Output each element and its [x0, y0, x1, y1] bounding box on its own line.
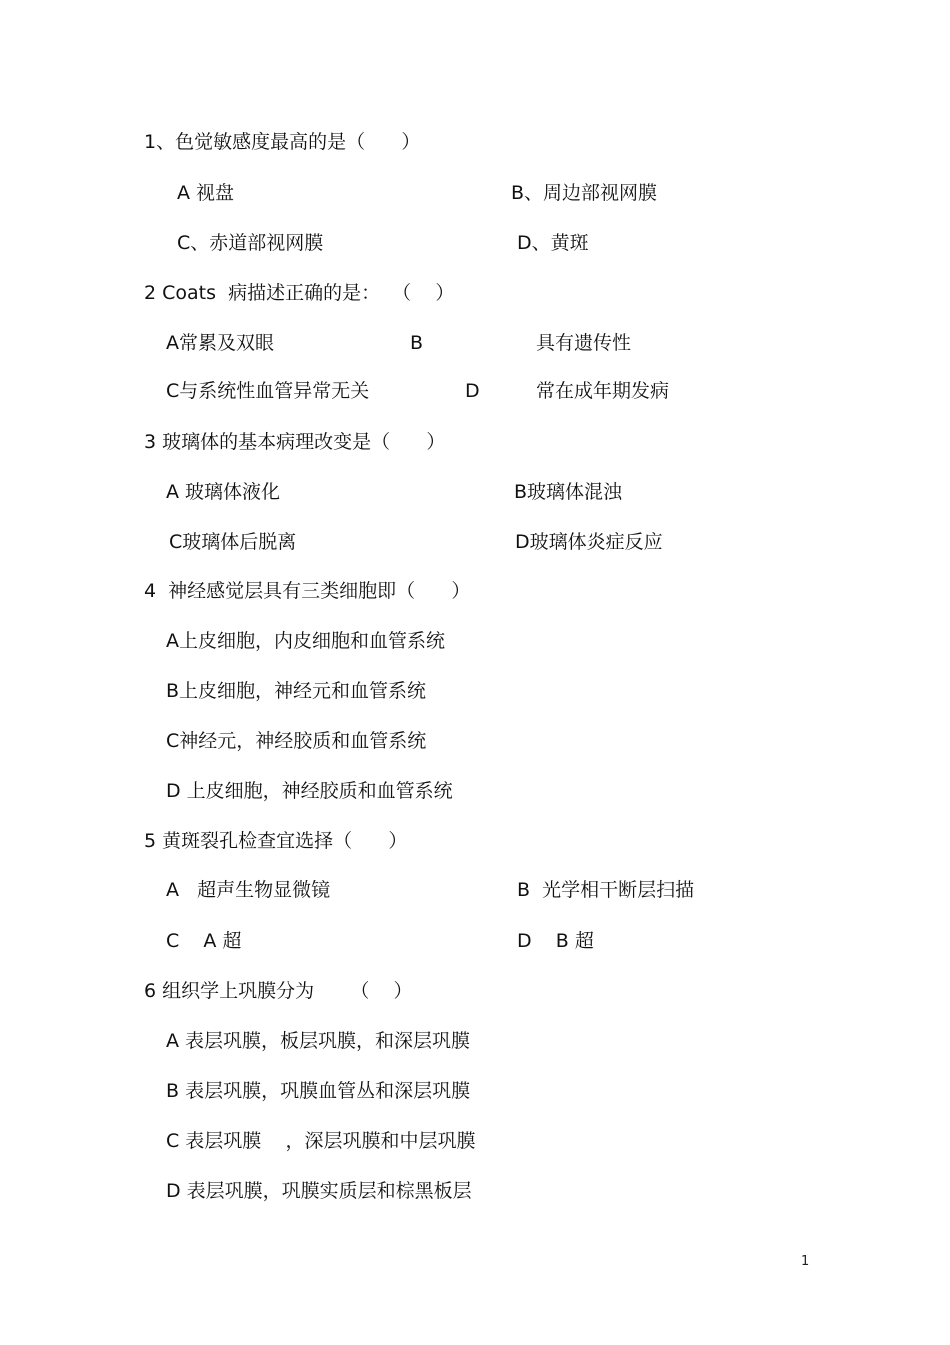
question-3-stem: 3 玻璃体的基本病理改变是（ ） [144, 431, 446, 453]
question-4-option-a: A上皮细胞，内皮细胞和血管系统 [166, 630, 445, 652]
question-4-stem: 4 神经感觉层具有三类细胞即（ ） [144, 580, 471, 602]
question-6-option-b: B 表层巩膜，巩膜血管丛和深层巩膜 [166, 1080, 471, 1102]
question-4-option-b: B上皮细胞，神经元和血管系统 [166, 680, 427, 702]
question-4-option-d: D 上皮细胞，神经胶质和血管系统 [166, 780, 453, 802]
question-2-option-d-text: 常在成年期发病 [536, 380, 670, 402]
question-5-option-b: B 光学相干断层扫描 [517, 879, 695, 901]
question-6-option-c: C 表层巩膜 ，深层巩膜和中层巩膜 [166, 1130, 476, 1152]
question-3-option-d: D玻璃体炎症反应 [515, 531, 663, 553]
question-3-option-b: B玻璃体混浊 [514, 481, 623, 503]
question-3-option-c: C玻璃体后脱离 [169, 531, 297, 553]
question-5-option-d: D B 超 [517, 930, 594, 952]
question-1-option-a: A 视盘 [177, 182, 235, 204]
question-5-option-c: C A 超 [166, 930, 242, 952]
question-4-option-c: C神经元，神经胶质和血管系统 [166, 730, 427, 752]
question-5-option-a: A 超声生物显微镜 [166, 879, 331, 901]
question-1-option-b: B、周边部视网膜 [511, 182, 658, 204]
question-5-stem: 5 黄斑裂孔检查宜选择（ ） [144, 830, 408, 852]
question-3-option-a: A 玻璃体液化 [166, 481, 281, 503]
question-2-option-b-letter: B [410, 332, 424, 354]
question-1-option-c: C、赤道部视网膜 [177, 232, 324, 254]
question-2-option-a: A常累及双眼 [166, 332, 274, 354]
question-6-stem: 6 组织学上巩膜分为 （ ） [144, 980, 413, 1002]
question-2-option-c: C与系统性血管异常无关 [166, 380, 370, 402]
question-6-option-a: A 表层巩膜，板层巩膜，和深层巩膜 [166, 1030, 471, 1052]
question-6-option-d: D 表层巩膜，巩膜实质层和棕黑板层 [166, 1180, 472, 1202]
question-2-stem: 2 Coats 病描述正确的是： （ ） [144, 282, 455, 304]
question-1-stem: 1、色觉敏感度最高的是（ ） [144, 131, 421, 153]
page-number: 1 [801, 1254, 810, 1269]
question-2-option-d-letter: D [465, 380, 480, 402]
question-2-option-b-text: 具有遗传性 [536, 332, 632, 354]
question-1-option-d: D、黄斑 [517, 232, 589, 254]
